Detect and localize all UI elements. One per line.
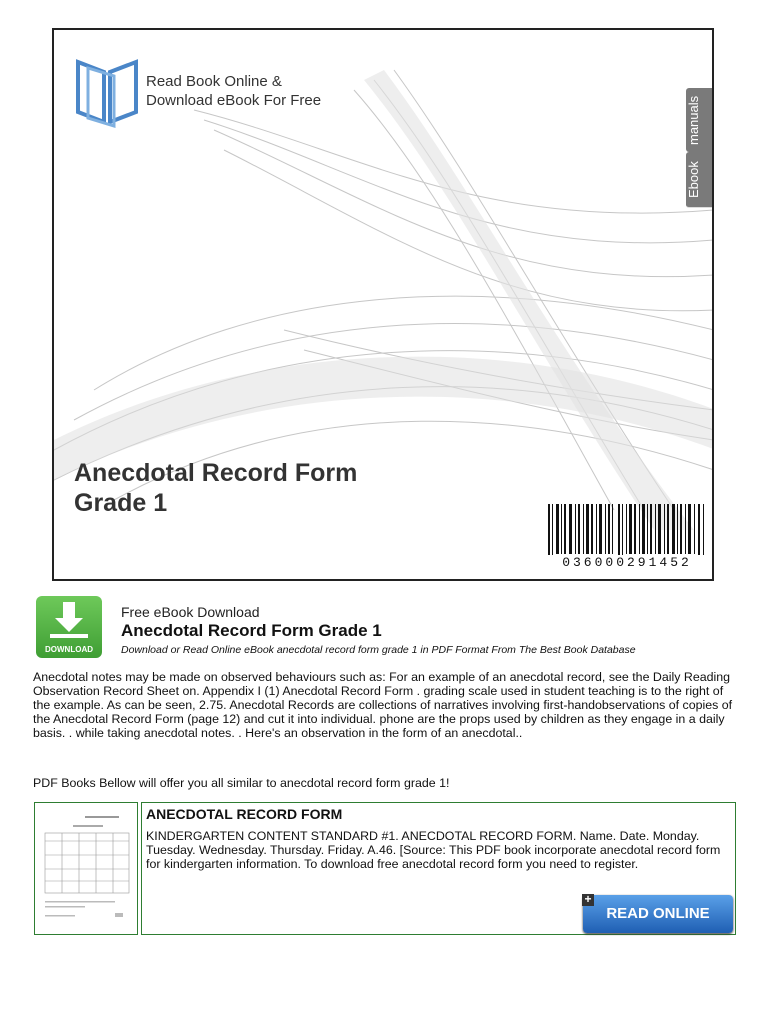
cover-title-line-2: Grade 1 xyxy=(74,489,168,517)
logo-line-2: Download eBook For Free xyxy=(146,92,322,109)
side-tabs xyxy=(686,88,712,208)
cover-title xyxy=(74,458,357,518)
cover-image xyxy=(52,28,714,581)
description-paragraph: Anecdotal notes may be made on observed behaviours such as: For an example of an anecdotal record, see the Daily Reading Observation Record Sheet on. Appendix I (1) Anecdotal Record Form . grading scale used in student teaching is to the right of the example. As can be seen, 2.75. Anecdotal Records are collections of narratives involving first-handobservations of copies of the Anecdotal Record Form (page 12) and cut it into individual. phone are the props used by children as they engage in a daily basis. . while taking anecdotal notes. . Here's an observation in the form of an anecdotal.. xyxy=(33,670,733,740)
record-description: KINDERGARTEN CONTENT STANDARD #1. ANECDOTAL RECORD FORM. Name. Date. Monday. Tuesday. Wednesday. Thursday. Friday. A.46. [Source: This PDF book incorporate anecdotal record form for kindergarten information. To download free anecdotal record form you need to register. xyxy=(146,829,721,871)
tab-manuals: manuals xyxy=(686,88,712,152)
download-subtitle: Download or Read Online eBook anecdotal record form grade 1 in PDF Format From The Best Book Database xyxy=(121,644,636,656)
book-logo-icon xyxy=(74,52,144,132)
download-button[interactable] xyxy=(36,596,102,658)
logo-text xyxy=(146,72,321,110)
plus-icon: + xyxy=(582,894,594,906)
read-online-label: READ ONLINE xyxy=(606,905,710,922)
download-arrow-icon xyxy=(36,596,102,642)
logo-line-1: Read Book Online & xyxy=(146,73,282,90)
download-icon-label: DOWNLOAD xyxy=(45,645,93,654)
form-preview-image xyxy=(35,803,137,934)
record-title[interactable]: ANECDOTAL RECORD FORM xyxy=(146,806,343,822)
similar-books-text: PDF Books Bellow will offer you all similar to anecdotal record form grade 1! xyxy=(33,776,450,790)
barcode xyxy=(546,504,708,572)
download-header xyxy=(121,604,636,656)
barcode-number: 036000291452 xyxy=(546,555,708,570)
tab-ebook: Ebook xyxy=(686,152,712,208)
cover-title-line-1: Anecdotal Record Form xyxy=(74,459,358,487)
record-form-thumbnail[interactable] xyxy=(34,802,138,935)
download-title: Anecdotal Record Form Grade 1 xyxy=(121,621,382,640)
free-download-label: Free eBook Download xyxy=(121,604,260,620)
barcode-bars xyxy=(546,504,708,560)
read-online-button[interactable] xyxy=(583,892,733,933)
